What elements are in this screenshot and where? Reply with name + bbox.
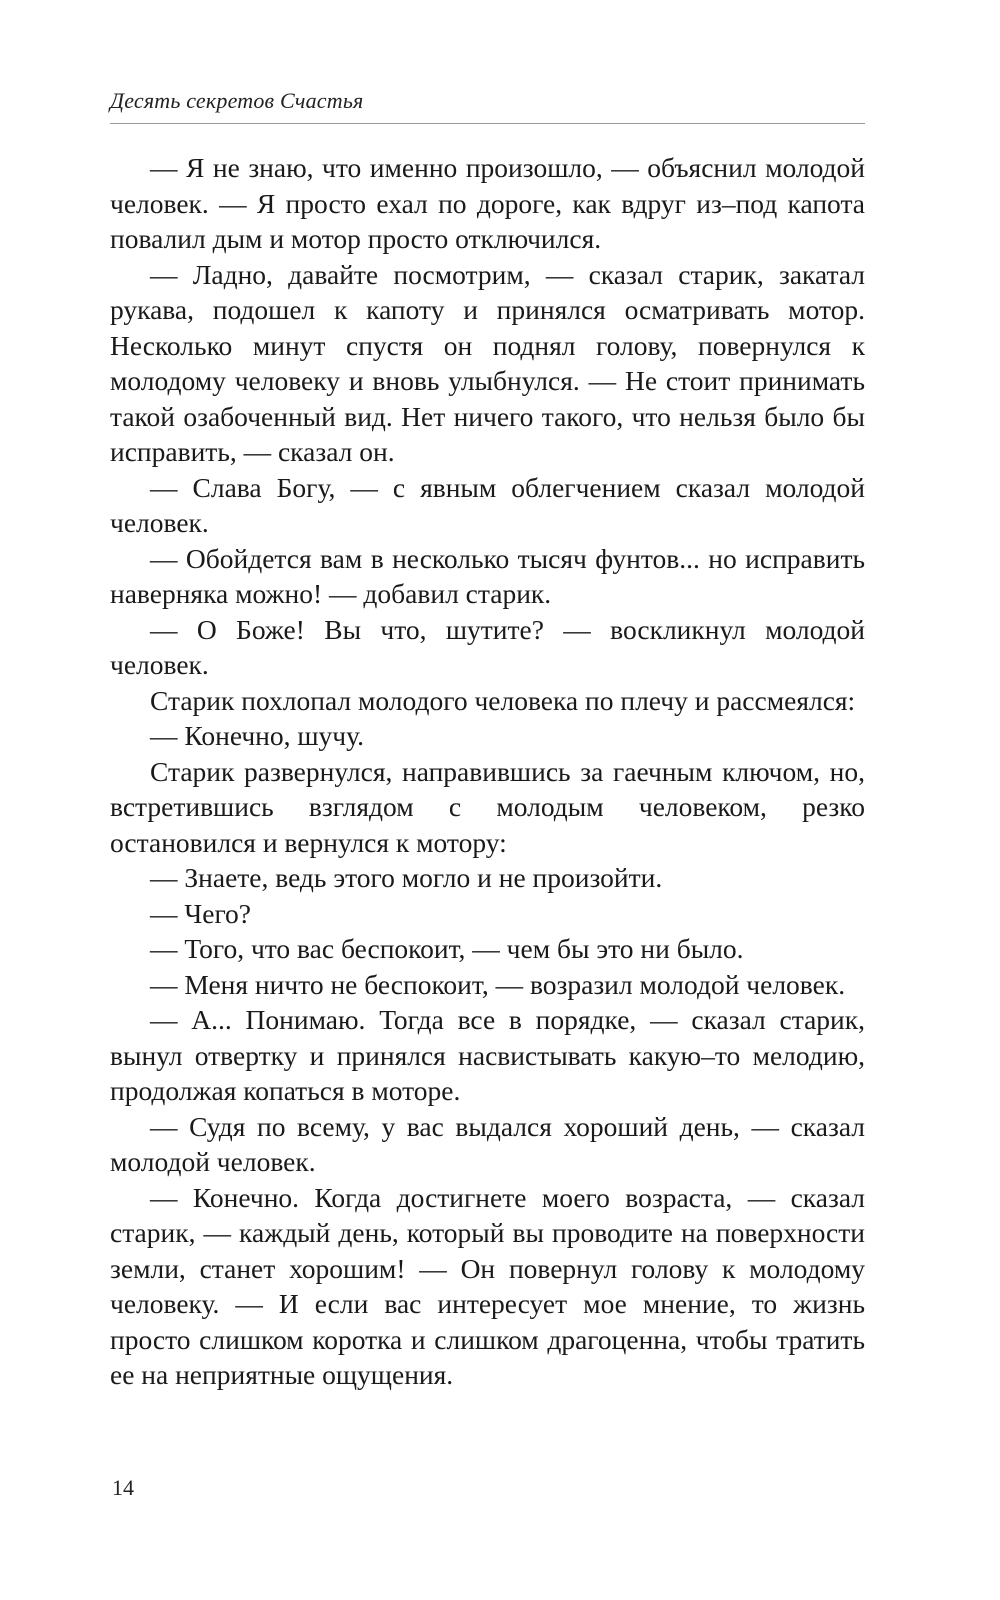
- paragraph: — Конечно. Когда достигнете моего возраста, — сказал старик, — каждый день, который вы проводите на поверхности земли, станет хорошим! — Он повернул голову к молодому человеку. — И если вас интересует мое мнение, то жизнь просто слишком коротка и слишком драгоценна, чтобы тратить ее на неприятные ощущения.: [110, 1181, 865, 1390]
- paragraph: — Судя по всему, у вас выдался хороший день, — сказал молодой человек.: [110, 1110, 865, 1177]
- paragraph: — А... Понимаю. Тогда все в порядке, — сказал старик, вынул отвертку и принялся насвистывать какую–то мелодию, продолжая копаться в моторе.: [110, 1004, 865, 1106]
- paragraph: — Слава Богу, — с явным облегчением сказал молодой человек.: [110, 471, 865, 538]
- paragraph: — Обойдется вам в несколько тысяч фунтов... но исправить наверняка можно! — добавил старик.: [110, 542, 865, 609]
- paragraph: Старик развернулся, направившись за гаечным ключом, но, встретившись взглядом с молодым человеком, резко остановился и вернулся к мотору:: [110, 755, 865, 858]
- page-number: 14: [112, 1475, 134, 1500]
- body-text: [110, 150, 865, 1393]
- paragraph: — Знаете, ведь этого могло и не произойти.: [150, 862, 663, 893]
- paragraph: Старик похлопал молодого человека по плечу и рассмеялся:: [150, 684, 856, 716]
- header-rule: [110, 123, 865, 124]
- paragraph: — Того, что вас беспокоит, — чем бы это ни было.: [150, 933, 744, 964]
- running-head: Десять секретов Счастья: [110, 88, 364, 113]
- paragraph: — Меня ничто не беспокоит, — возразил молодой человек.: [150, 968, 846, 1000]
- paragraph: — О Боже! Вы что, шутите? — воскликнул молодой человек.: [110, 613, 865, 680]
- paragraph: — Ладно, давайте посмотрим, — сказал старик, закатал рукава, подошел к капоту и принялся осматривать мотор. Несколько минут спустя он поднял голову, повернулся к молодому человеку и вновь улыбнулся. — Не стоит принимать такой озабоченный вид. Нет ничего такого, что нельзя было бы исправить, — сказал он.: [110, 258, 865, 467]
- paragraph: — Я не знаю, что именно произошло, — объяснил молодой человек. — Я просто ехал по дороге, как вдруг из–под капота повалил дым и мотор просто отключился.: [110, 152, 865, 254]
- paragraph: — Чего?: [150, 897, 252, 929]
- paragraph: — Конечно, шучу.: [150, 720, 365, 751]
